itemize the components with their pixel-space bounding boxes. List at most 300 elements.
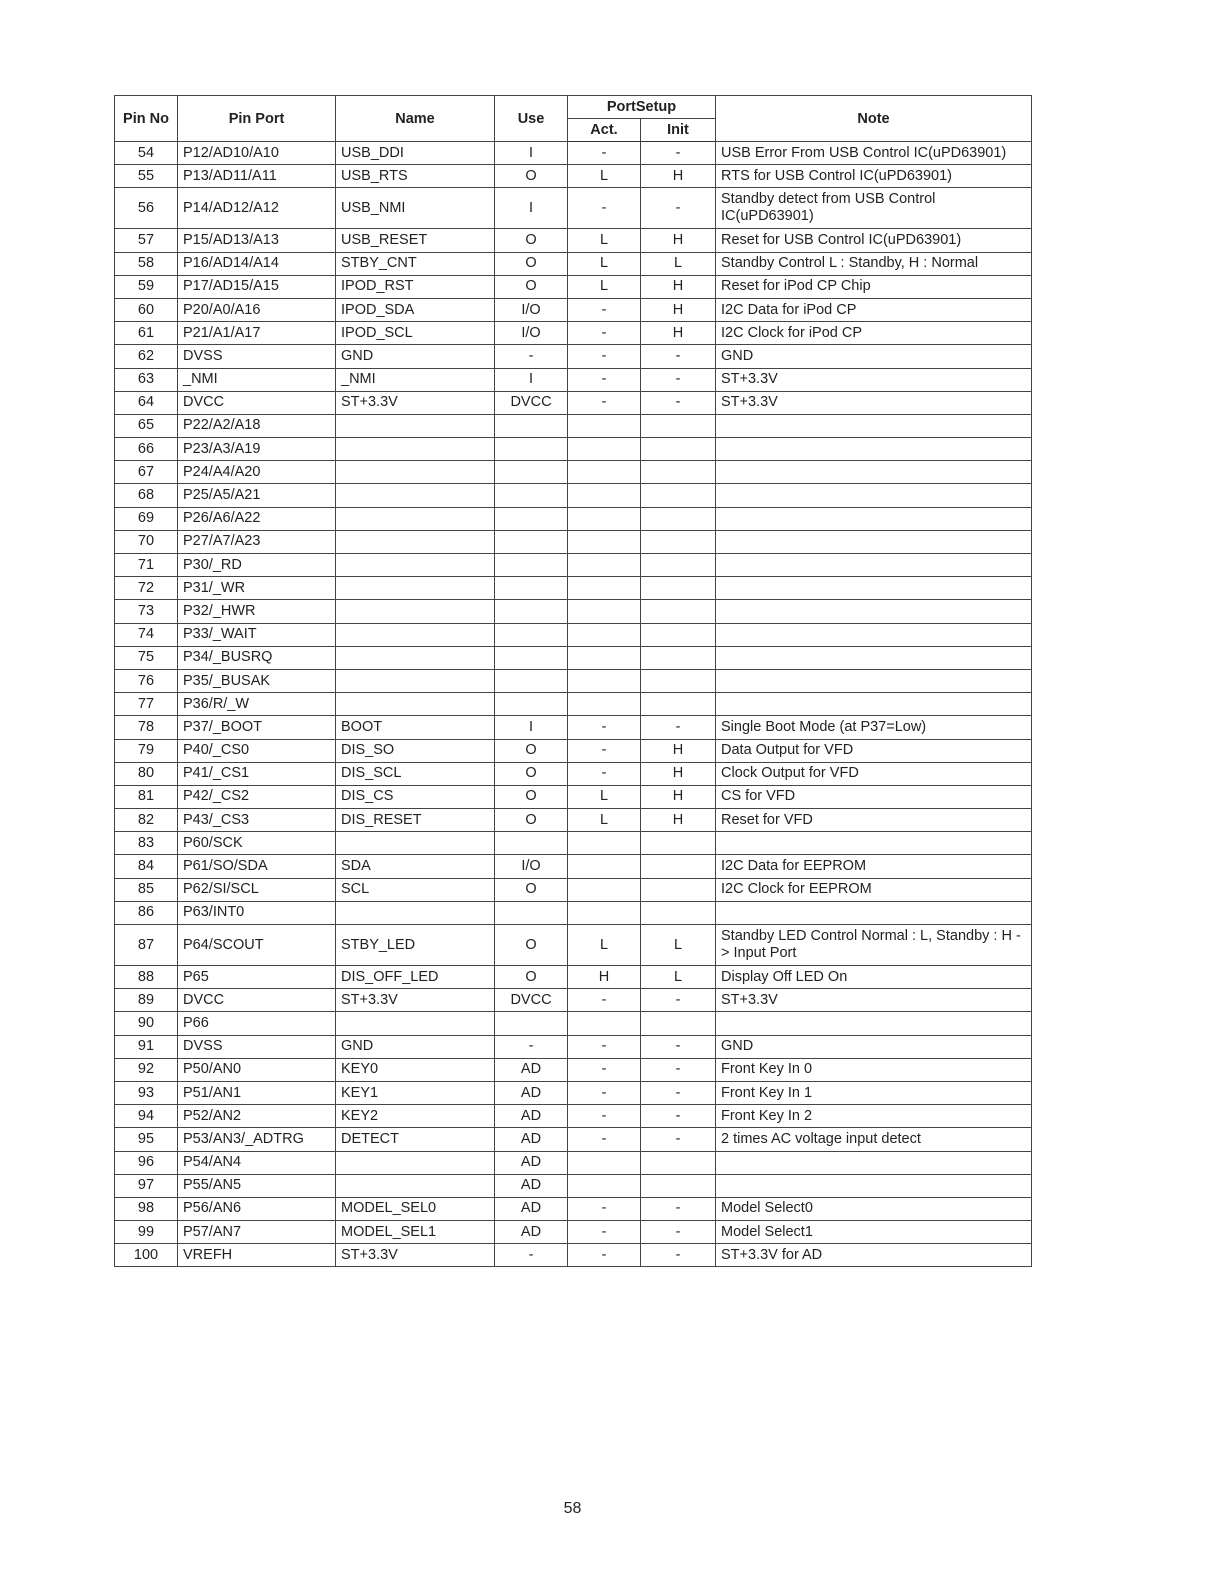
cell-act: - (568, 368, 641, 391)
cell-act: - (568, 345, 641, 368)
cell-pin-port: P14/AD12/A12 (178, 188, 336, 229)
cell-pin-no: 96 (115, 1151, 178, 1174)
cell-use: O (495, 762, 568, 785)
cell-note (716, 530, 1032, 553)
cell-name: ST+3.3V (336, 391, 495, 414)
cell-name: USB_NMI (336, 188, 495, 229)
cell-use: I (495, 716, 568, 739)
table-row (115, 461, 1032, 484)
cell-init: L (641, 966, 716, 989)
cell-pin-port: P21/A1/A17 (178, 322, 336, 345)
cell-note: Standby detect from USB Control IC(uPD63901) (716, 188, 1032, 229)
cell-name: _NMI (336, 368, 495, 391)
cell-name (336, 530, 495, 553)
cell-init (641, 1151, 716, 1174)
cell-act: - (568, 1058, 641, 1081)
cell-note (716, 461, 1032, 484)
cell-act (568, 623, 641, 646)
cell-name: KEY2 (336, 1105, 495, 1128)
cell-pin-port: P25/A5/A21 (178, 484, 336, 507)
cell-init: H (641, 809, 716, 832)
cell-use: DVCC (495, 391, 568, 414)
cell-pin-no: 97 (115, 1174, 178, 1197)
cell-pin-no: 57 (115, 229, 178, 252)
cell-pin-port: P16/AD14/A14 (178, 252, 336, 275)
cell-name (336, 484, 495, 507)
cell-pin-no: 81 (115, 785, 178, 808)
cell-pin-no: 82 (115, 809, 178, 832)
cell-use: O (495, 739, 568, 762)
cell-note (716, 414, 1032, 437)
header-port-setup: PortSetup (568, 96, 716, 119)
cell-note (716, 1174, 1032, 1197)
cell-note: I2C Data for iPod CP (716, 298, 1032, 321)
cell-note: CS for VFD (716, 785, 1032, 808)
cell-note (716, 623, 1032, 646)
cell-note: GND (716, 345, 1032, 368)
cell-note: Clock Output for VFD (716, 762, 1032, 785)
cell-use: DVCC (495, 989, 568, 1012)
cell-pin-no: 92 (115, 1058, 178, 1081)
cell-name: DIS_RESET (336, 809, 495, 832)
cell-note: Model Select0 (716, 1197, 1032, 1220)
cell-note: ST+3.3V (716, 989, 1032, 1012)
cell-pin-port: P62/SI/SCL (178, 878, 336, 901)
cell-pin-no: 93 (115, 1081, 178, 1104)
cell-use: O (495, 785, 568, 808)
cell-pin-no: 56 (115, 188, 178, 229)
cell-pin-port: P26/A6/A22 (178, 507, 336, 530)
cell-init: H (641, 298, 716, 321)
table-row (115, 1035, 1032, 1058)
cell-act (568, 1174, 641, 1197)
cell-pin-port: P36/R/_W (178, 693, 336, 716)
cell-use: AD (495, 1105, 568, 1128)
cell-pin-port: P64/SCOUT (178, 925, 336, 966)
table-row (115, 669, 1032, 692)
cell-use: AD (495, 1174, 568, 1197)
table-header (115, 96, 1032, 142)
table-row (115, 1151, 1032, 1174)
cell-pin-no: 95 (115, 1128, 178, 1151)
cell-act (568, 901, 641, 924)
cell-name: ST+3.3V (336, 989, 495, 1012)
cell-act: - (568, 1128, 641, 1151)
cell-note: I2C Clock for EEPROM (716, 878, 1032, 901)
cell-use (495, 669, 568, 692)
table-row (115, 507, 1032, 530)
header-name: Name (336, 96, 495, 142)
cell-name: DIS_OFF_LED (336, 966, 495, 989)
cell-init: H (641, 229, 716, 252)
cell-act (568, 878, 641, 901)
table-row (115, 762, 1032, 785)
cell-use (495, 901, 568, 924)
cell-pin-no: 98 (115, 1197, 178, 1220)
cell-pin-port: P55/AN5 (178, 1174, 336, 1197)
cell-use: - (495, 1244, 568, 1267)
cell-name: USB_RTS (336, 165, 495, 188)
cell-pin-no: 66 (115, 438, 178, 461)
cell-init: L (641, 925, 716, 966)
cell-note (716, 646, 1032, 669)
cell-use: O (495, 878, 568, 901)
table-row (115, 1081, 1032, 1104)
cell-name: SCL (336, 878, 495, 901)
cell-name: DETECT (336, 1128, 495, 1151)
cell-name (336, 461, 495, 484)
cell-name: USB_DDI (336, 142, 495, 165)
cell-name: DIS_SCL (336, 762, 495, 785)
cell-init (641, 1012, 716, 1035)
table-row (115, 966, 1032, 989)
cell-init: - (641, 1221, 716, 1244)
cell-name (336, 693, 495, 716)
cell-act: - (568, 298, 641, 321)
table-row (115, 165, 1032, 188)
cell-init (641, 693, 716, 716)
cell-init: H (641, 322, 716, 345)
cell-note: Reset for iPod CP Chip (716, 275, 1032, 298)
cell-pin-port: P66 (178, 1012, 336, 1035)
cell-act: L (568, 252, 641, 275)
cell-init (641, 623, 716, 646)
cell-act (568, 693, 641, 716)
cell-pin-port: DVCC (178, 989, 336, 1012)
cell-pin-no: 54 (115, 142, 178, 165)
cell-use (495, 530, 568, 553)
cell-pin-port: P31/_WR (178, 577, 336, 600)
table-row (115, 623, 1032, 646)
table-row (115, 1221, 1032, 1244)
cell-note (716, 901, 1032, 924)
table-row (115, 989, 1032, 1012)
table-row (115, 600, 1032, 623)
cell-use (495, 646, 568, 669)
cell-use (495, 414, 568, 437)
cell-act (568, 1151, 641, 1174)
cell-act: L (568, 925, 641, 966)
cell-use: AD (495, 1151, 568, 1174)
cell-act: - (568, 1244, 641, 1267)
cell-act: - (568, 1197, 641, 1220)
page-number: 58 (563, 1500, 582, 1517)
cell-note: Single Boot Mode (at P37=Low) (716, 716, 1032, 739)
cell-pin-port: P35/_BUSAK (178, 669, 336, 692)
header-pin-no: Pin No (115, 96, 178, 142)
cell-note: ST+3.3V for AD (716, 1244, 1032, 1267)
cell-pin-no: 94 (115, 1105, 178, 1128)
cell-name (336, 901, 495, 924)
cell-pin-port: DVSS (178, 1035, 336, 1058)
cell-pin-no: 79 (115, 739, 178, 762)
cell-pin-no: 72 (115, 577, 178, 600)
cell-init (641, 878, 716, 901)
cell-pin-no: 63 (115, 368, 178, 391)
cell-act (568, 438, 641, 461)
cell-pin-no: 75 (115, 646, 178, 669)
table-row (115, 832, 1032, 855)
cell-name: DIS_SO (336, 739, 495, 762)
cell-name (336, 646, 495, 669)
cell-pin-port: P12/AD10/A10 (178, 142, 336, 165)
cell-init (641, 832, 716, 855)
cell-pin-no: 70 (115, 530, 178, 553)
cell-use (495, 693, 568, 716)
cell-init: H (641, 275, 716, 298)
header-pin-port: Pin Port (178, 96, 336, 142)
cell-use (495, 438, 568, 461)
cell-init: - (641, 1035, 716, 1058)
cell-init (641, 1174, 716, 1197)
cell-use (495, 484, 568, 507)
pin-table (114, 95, 1032, 1267)
cell-name (336, 600, 495, 623)
cell-pin-port: P30/_RD (178, 554, 336, 577)
cell-pin-no: 59 (115, 275, 178, 298)
cell-act: - (568, 739, 641, 762)
cell-pin-no: 90 (115, 1012, 178, 1035)
cell-pin-port: P52/AN2 (178, 1105, 336, 1128)
header-init: Init (641, 119, 716, 142)
cell-note (716, 1012, 1032, 1035)
cell-act (568, 554, 641, 577)
cell-act: L (568, 229, 641, 252)
cell-init: - (641, 142, 716, 165)
table-row (115, 739, 1032, 762)
table-row (115, 1244, 1032, 1267)
cell-init (641, 484, 716, 507)
cell-init: - (641, 1081, 716, 1104)
table-row (115, 414, 1032, 437)
cell-use: AD (495, 1081, 568, 1104)
cell-name: KEY0 (336, 1058, 495, 1081)
cell-note: Reset for VFD (716, 809, 1032, 832)
table-body (115, 142, 1032, 1267)
cell-note: Data Output for VFD (716, 739, 1032, 762)
cell-note: Standby Control L : Standby, H : Normal (716, 252, 1032, 275)
cell-act: - (568, 1035, 641, 1058)
cell-note: Display Off LED On (716, 966, 1032, 989)
cell-use (495, 623, 568, 646)
cell-act (568, 484, 641, 507)
cell-name: MODEL_SEL0 (336, 1197, 495, 1220)
cell-pin-port: P56/AN6 (178, 1197, 336, 1220)
cell-pin-no: 65 (115, 414, 178, 437)
cell-use: O (495, 275, 568, 298)
cell-act (568, 855, 641, 878)
cell-note (716, 1151, 1032, 1174)
cell-init: - (641, 1105, 716, 1128)
cell-name: GND (336, 345, 495, 368)
cell-init (641, 855, 716, 878)
table-row (115, 142, 1032, 165)
cell-note: GND (716, 1035, 1032, 1058)
table-row (115, 1105, 1032, 1128)
table-row (115, 878, 1032, 901)
cell-note: Front Key In 1 (716, 1081, 1032, 1104)
cell-init: - (641, 345, 716, 368)
table-row (115, 229, 1032, 252)
cell-act (568, 577, 641, 600)
cell-pin-no: 69 (115, 507, 178, 530)
cell-use: - (495, 1035, 568, 1058)
cell-init: - (641, 1058, 716, 1081)
cell-init: H (641, 762, 716, 785)
cell-act: - (568, 716, 641, 739)
cell-pin-port: P41/_CS1 (178, 762, 336, 785)
cell-pin-no: 86 (115, 901, 178, 924)
cell-pin-no: 64 (115, 391, 178, 414)
cell-init: H (641, 165, 716, 188)
cell-pin-no: 85 (115, 878, 178, 901)
cell-pin-no: 61 (115, 322, 178, 345)
cell-note: RTS for USB Control IC(uPD63901) (716, 165, 1032, 188)
table-row (115, 275, 1032, 298)
cell-note: Reset for USB Control IC(uPD63901) (716, 229, 1032, 252)
table-row (115, 188, 1032, 229)
cell-init (641, 600, 716, 623)
cell-pin-no: 89 (115, 989, 178, 1012)
cell-use: AD (495, 1128, 568, 1151)
cell-note (716, 600, 1032, 623)
cell-name (336, 577, 495, 600)
cell-pin-port: P57/AN7 (178, 1221, 336, 1244)
cell-pin-no: 87 (115, 925, 178, 966)
table-row (115, 716, 1032, 739)
table-row (115, 368, 1032, 391)
cell-init: - (641, 716, 716, 739)
cell-note: ST+3.3V (716, 391, 1032, 414)
cell-act (568, 1012, 641, 1035)
table-row (115, 1058, 1032, 1081)
cell-pin-port: P51/AN1 (178, 1081, 336, 1104)
cell-use (495, 554, 568, 577)
cell-note (716, 438, 1032, 461)
cell-pin-no: 99 (115, 1221, 178, 1244)
table-row (115, 785, 1032, 808)
cell-note (716, 693, 1032, 716)
table-row (115, 298, 1032, 321)
cell-pin-port: VREFH (178, 1244, 336, 1267)
cell-name: BOOT (336, 716, 495, 739)
cell-name: SDA (336, 855, 495, 878)
cell-pin-port: P20/A0/A16 (178, 298, 336, 321)
cell-note: ST+3.3V (716, 368, 1032, 391)
cell-act (568, 507, 641, 530)
cell-act: L (568, 275, 641, 298)
cell-note (716, 669, 1032, 692)
cell-pin-no: 58 (115, 252, 178, 275)
cell-act: - (568, 142, 641, 165)
cell-act (568, 530, 641, 553)
cell-act: L (568, 785, 641, 808)
cell-pin-port: P13/AD11/A11 (178, 165, 336, 188)
cell-init: H (641, 785, 716, 808)
cell-use: O (495, 229, 568, 252)
cell-pin-no: 83 (115, 832, 178, 855)
cell-pin-port: P34/_BUSRQ (178, 646, 336, 669)
table-row (115, 855, 1032, 878)
cell-pin-port: P61/SO/SDA (178, 855, 336, 878)
cell-note: Standby LED Control Normal : L, Standby : H -> Input Port (716, 925, 1032, 966)
header-act: Act. (568, 119, 641, 142)
cell-name: USB_RESET (336, 229, 495, 252)
cell-note (716, 554, 1032, 577)
cell-pin-port: P32/_HWR (178, 600, 336, 623)
table-row (115, 554, 1032, 577)
cell-name (336, 669, 495, 692)
cell-name (336, 438, 495, 461)
cell-use: O (495, 252, 568, 275)
table-row (115, 484, 1032, 507)
cell-name: KEY1 (336, 1081, 495, 1104)
cell-name (336, 414, 495, 437)
cell-use (495, 507, 568, 530)
table-row (115, 322, 1032, 345)
cell-act: - (568, 1221, 641, 1244)
cell-use: - (495, 345, 568, 368)
cell-note (716, 577, 1032, 600)
cell-name (336, 554, 495, 577)
cell-pin-port: P37/_BOOT (178, 716, 336, 739)
cell-pin-no: 80 (115, 762, 178, 785)
cell-act: - (568, 1081, 641, 1104)
cell-pin-no: 76 (115, 669, 178, 692)
cell-name (336, 507, 495, 530)
cell-pin-port: P27/A7/A23 (178, 530, 336, 553)
cell-pin-port: DVCC (178, 391, 336, 414)
cell-note (716, 484, 1032, 507)
cell-name (336, 1174, 495, 1197)
cell-pin-no: 88 (115, 966, 178, 989)
cell-pin-port: P54/AN4 (178, 1151, 336, 1174)
cell-act (568, 600, 641, 623)
cell-pin-no: 55 (115, 165, 178, 188)
cell-init (641, 530, 716, 553)
cell-init (641, 414, 716, 437)
header-note: Note (716, 96, 1032, 142)
table-row (115, 530, 1032, 553)
cell-act: L (568, 165, 641, 188)
cell-use: AD (495, 1221, 568, 1244)
cell-name: IPOD_SCL (336, 322, 495, 345)
cell-name (336, 1012, 495, 1035)
cell-pin-no: 78 (115, 716, 178, 739)
cell-pin-port: P23/A3/A19 (178, 438, 336, 461)
cell-use: AD (495, 1058, 568, 1081)
cell-init: - (641, 1244, 716, 1267)
cell-note: Front Key In 2 (716, 1105, 1032, 1128)
cell-init: - (641, 1197, 716, 1220)
cell-pin-no: 68 (115, 484, 178, 507)
cell-use: O (495, 966, 568, 989)
cell-note: Model Select1 (716, 1221, 1032, 1244)
table-row (115, 646, 1032, 669)
cell-pin-no: 71 (115, 554, 178, 577)
cell-use (495, 461, 568, 484)
cell-act: - (568, 989, 641, 1012)
table-row (115, 438, 1032, 461)
cell-note: USB Error From USB Control IC(uPD63901) (716, 142, 1032, 165)
cell-init: - (641, 1128, 716, 1151)
table-row (115, 1128, 1032, 1151)
cell-init: - (641, 391, 716, 414)
cell-note: 2 times AC voltage input detect (716, 1128, 1032, 1151)
cell-name: ST+3.3V (336, 1244, 495, 1267)
cell-init: H (641, 739, 716, 762)
table-row (115, 1174, 1032, 1197)
